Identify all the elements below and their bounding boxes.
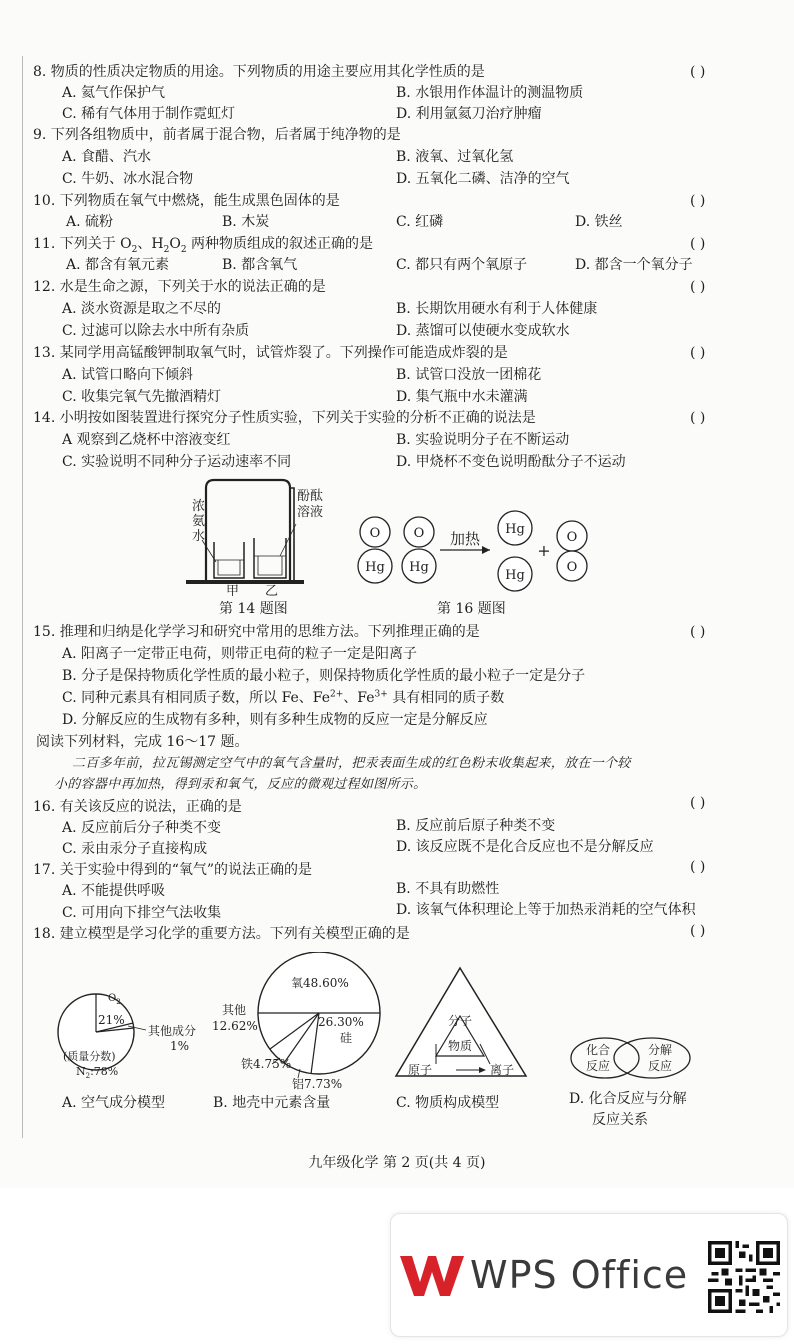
label-silicon: 硅 — [340, 1031, 353, 1045]
question-10-option-c: C. 红磷 — [396, 214, 444, 230]
label-decomposition-2: 反应 — [647, 1059, 673, 1073]
label-combination-2: 反应 — [585, 1059, 611, 1073]
atom-hg: Hg — [505, 522, 525, 537]
question-16-option-d: D. 该反应既不是化合反应也不是分解反应 — [396, 839, 654, 855]
question-10-stem: 10. 下列物质在氧气中燃烧，能生成黑色固体的是 — [33, 193, 340, 209]
arrow-label-heat: 加热 — [449, 530, 481, 548]
question-9-option-c: C. 牛奶、冰水混合物 — [62, 171, 194, 187]
question-13-option-b: B. 试管口没放一团棉花 — [396, 367, 542, 383]
base-plate — [186, 580, 304, 584]
label-mass-fraction: (质量分数) — [63, 1050, 116, 1063]
label-21-percent: 21% — [98, 1013, 125, 1027]
label-jia: 甲 — [226, 584, 240, 596]
question-13-stem: 13. 某同学用高锰酸钾制取氧气时，试管炸裂了。下列操作可能造成炸裂的是 — [33, 345, 508, 361]
reading-passage-line-1: 二百多年前，拉瓦锡测定空气中的氧气含量时，把汞表面生成的红色粉末收集起来，放在一个较 — [72, 756, 631, 771]
question-12-option-d: D. 蒸馏可以使硬水变成软水 — [396, 323, 570, 339]
question-8-answer-blank[interactable]: ( ) — [690, 64, 706, 80]
model-d-venn — [568, 1034, 708, 1082]
model-b-caption: B. 地壳中元素含量 — [213, 1095, 331, 1111]
label-solution: 溶液 — [297, 505, 324, 520]
wps-logo-icon — [396, 1252, 468, 1300]
question-10-answer-blank[interactable]: ( ) — [690, 193, 706, 209]
question-15-option-c: C. 同种元素具有相同质子数，所以 Fe、$Fe^{2+}$、$Fe^{3+}$ 具有相同的质子数 — [62, 689, 505, 706]
label-iron: 铁4.75% — [241, 1057, 292, 1071]
label-substance: 物质 — [447, 1039, 473, 1053]
question-16-answer-blank[interactable]: ( ) — [690, 795, 706, 811]
question-15-option-d: D. 分解反应的生成物有多种，则有多种生成物的反应一定是分解反应 — [62, 712, 488, 728]
question-13-option-a: A. 试管口略向下倾斜 — [62, 367, 194, 383]
question-12-option-a: A. 淡水资源是取之不尽的 — [62, 301, 222, 317]
label-atom: 原子 — [407, 1063, 433, 1077]
label-molecule: 分子 — [447, 1014, 473, 1028]
question-17-option-b: B. 不具有助燃性 — [396, 881, 500, 897]
question-12-stem: 12. 水是生命之源，下列关于水的说法正确的是 — [33, 279, 326, 295]
question-8-option-d: D. 利用氩氦刀治疗肿瘤 — [396, 106, 542, 122]
question-11-stem: 11. 下列关于 $O_2$、$H_2O_2$ 两种物质组成的叙述正确的是 — [33, 236, 374, 255]
question-15-stem: 15. 推理和归纳是化学学习和研究中常用的思维方法。下列推理正确的是 — [33, 624, 480, 640]
question-9-option-b: B. 液氧、过氧化氢 — [396, 149, 514, 165]
label-oxygen: 氧48.60% — [291, 976, 349, 990]
figure-14-apparatus — [170, 474, 350, 596]
atom-hg: Hg — [505, 568, 525, 583]
question-10-option-d: D. 铁丝 — [575, 214, 623, 230]
question-17-option-c: C. 可用向下排空气法收集 — [62, 905, 222, 921]
model-c-triangle — [392, 964, 532, 1082]
question-9-option-a: A. 食醋、汽水 — [62, 149, 152, 165]
question-14-answer-blank[interactable]: ( ) — [690, 410, 706, 426]
label-other-components: 其他成分 — [148, 1024, 197, 1038]
question-16-stem: 16. 有关该反应的说法，正确的是 — [33, 799, 242, 815]
label-aluminum: 铝7.73% — [292, 1077, 343, 1091]
question-10-option-a: A. 硫粉 — [66, 214, 114, 230]
label-phenolphthalein: 酚酞 — [297, 489, 324, 504]
label-other: 其他 — [222, 1003, 247, 1017]
reading-passage-line-2: 小的容器中再加热，得到汞和氧气，反应的微观过程如图所示。 — [54, 777, 427, 792]
question-17-answer-blank[interactable]: ( ) — [690, 859, 706, 875]
atom-o: O — [566, 530, 578, 545]
question-15-option-b: B. 分子是保持物质化学性质的最小粒子，则保持物质化学性质的最小粒子一定是分子 — [62, 668, 586, 684]
plus-sign: + — [537, 541, 551, 560]
question-14-option-c: C. 实验说明不同种分子运动速率不同 — [62, 454, 292, 470]
page-footer: 九年级化学 第 2 页(共 4 页) — [308, 1155, 486, 1171]
question-15-answer-blank[interactable]: ( ) — [690, 624, 706, 640]
atom-o: O — [413, 526, 425, 541]
label-ammonia-2: 氨 — [192, 514, 206, 529]
label-ammonia-1: 浓 — [192, 499, 206, 514]
question-12-answer-blank[interactable]: ( ) — [690, 279, 706, 295]
model-c-caption: C. 物质构成模型 — [396, 1095, 500, 1111]
beaker-yi — [254, 538, 286, 578]
question-9-option-d: D. 五氧化二磷、洁净的空气 — [396, 171, 570, 187]
label-other-value: 12.62% — [212, 1019, 258, 1033]
question-18-answer-blank[interactable]: ( ) — [690, 923, 706, 939]
question-14-option-b: B. 实验说明分子在不断运动 — [396, 432, 570, 448]
question-9-stem: 9. 下列各组物质中，前者属于混合物，后者属于纯净物的是 — [33, 127, 401, 143]
question-11-option-d: D. 都含一个氧分子 — [575, 257, 693, 273]
question-16-option-a: A. 反应前后分子种类不变 — [62, 820, 222, 836]
question-17-stem: 17. 关于实验中得到的“氧气”的说法正确的是 — [33, 862, 313, 878]
label-silicon-value: 26.30% — [318, 1015, 364, 1029]
model-a-caption: A. 空气成分模型 — [62, 1095, 166, 1111]
label-combination-1: 化合 — [585, 1043, 611, 1057]
label-1-percent: 1% — [170, 1039, 190, 1053]
question-11-answer-blank[interactable]: ( ) — [690, 236, 706, 252]
figure-14-caption: 第 14 题图 — [219, 601, 288, 617]
question-11-option-b: B. 都含氧气 — [222, 257, 298, 273]
question-8-option-a: A. 氦气作保护气 — [62, 85, 166, 101]
question-14-stem: 14. 小明按如图装置进行探究分子性质实验，下列关于实验的分析不正确的说法是 — [33, 410, 536, 426]
question-14-option-a: A 观察到乙烧杯中溶液变红 — [62, 432, 231, 448]
atom-hg: Hg — [365, 560, 385, 575]
question-8-option-b: B. 水银用作体温计的测温物质 — [396, 85, 584, 101]
question-13-answer-blank[interactable]: ( ) — [690, 345, 706, 361]
question-14-option-d: D. 甲烧杯不变色说明酚酞分子不运动 — [396, 454, 626, 470]
question-8-option-c: C. 稀有气体用于制作霓虹灯 — [62, 106, 236, 122]
qr-code-icon — [708, 1241, 780, 1313]
label-ammonia-3: 水 — [192, 529, 206, 544]
wps-brand-text: WPS Office — [470, 1253, 689, 1297]
question-11-option-a: A. 都含有氧元素 — [66, 257, 170, 273]
label-o2: $O_2$ — [108, 993, 121, 1006]
question-11-option-c: C. 都只有两个氧原子 — [396, 257, 528, 273]
question-13-option-d: D. 集气瓶中水未灌满 — [396, 389, 528, 405]
label-ion: 离子 — [489, 1063, 515, 1077]
figure-16-reaction-diagram — [352, 508, 598, 596]
question-12-option-b: B. 长期饮用硬水有利于人体健康 — [396, 301, 598, 317]
label-decomposition-1: 分解 — [647, 1043, 673, 1057]
bell-jar — [206, 480, 290, 580]
question-18-stem: 18. 建立模型是学习化学的重要方法。下列有关模型正确的是 — [33, 926, 410, 942]
page-margin-line — [22, 56, 23, 1138]
atom-o: O — [369, 526, 381, 541]
question-10-option-b: B. 木炭 — [222, 214, 270, 230]
question-17-option-a: A. 不能提供呼吸 — [62, 883, 166, 899]
model-b-crust-pie — [200, 952, 390, 1092]
question-8-stem: 8. 物质的性质决定物质的用途。下列物质的用途主要应用其化学性质的是 — [33, 64, 485, 80]
question-16-option-c: C. 汞由汞分子直接构成 — [62, 841, 208, 857]
figure-16-caption: 第 16 题图 — [437, 601, 506, 617]
question-16-option-b: B. 反应前后原子种类不变 — [396, 818, 556, 834]
model-d-caption-line-2: 反应关系 — [592, 1112, 648, 1128]
question-12-option-c: C. 过滤可以除去水中所有杂质 — [62, 323, 250, 339]
model-a-air-pie — [50, 984, 220, 1080]
question-17-option-d: D. 该氧气体积理论上等于加热汞消耗的空气体积 — [396, 902, 696, 918]
reading-intro: 阅读下列材料，完成 16～17 题。 — [36, 734, 249, 750]
reaction-arrow-icon — [482, 546, 490, 554]
label-n2-78: $N_2:78\%$ — [76, 1065, 119, 1080]
question-13-option-c: C. 收集完氧气先撤酒精灯 — [62, 389, 222, 405]
label-yi: 乙 — [265, 584, 279, 596]
model-d-caption-line-1: D. 化合反应与分解 — [569, 1091, 687, 1107]
atom-o: O — [566, 560, 578, 575]
question-15-option-a: A. 阳离子一定带正电荷，则带正电荷的粒子一定是阳离子 — [62, 646, 418, 662]
atom-hg: Hg — [409, 560, 429, 575]
